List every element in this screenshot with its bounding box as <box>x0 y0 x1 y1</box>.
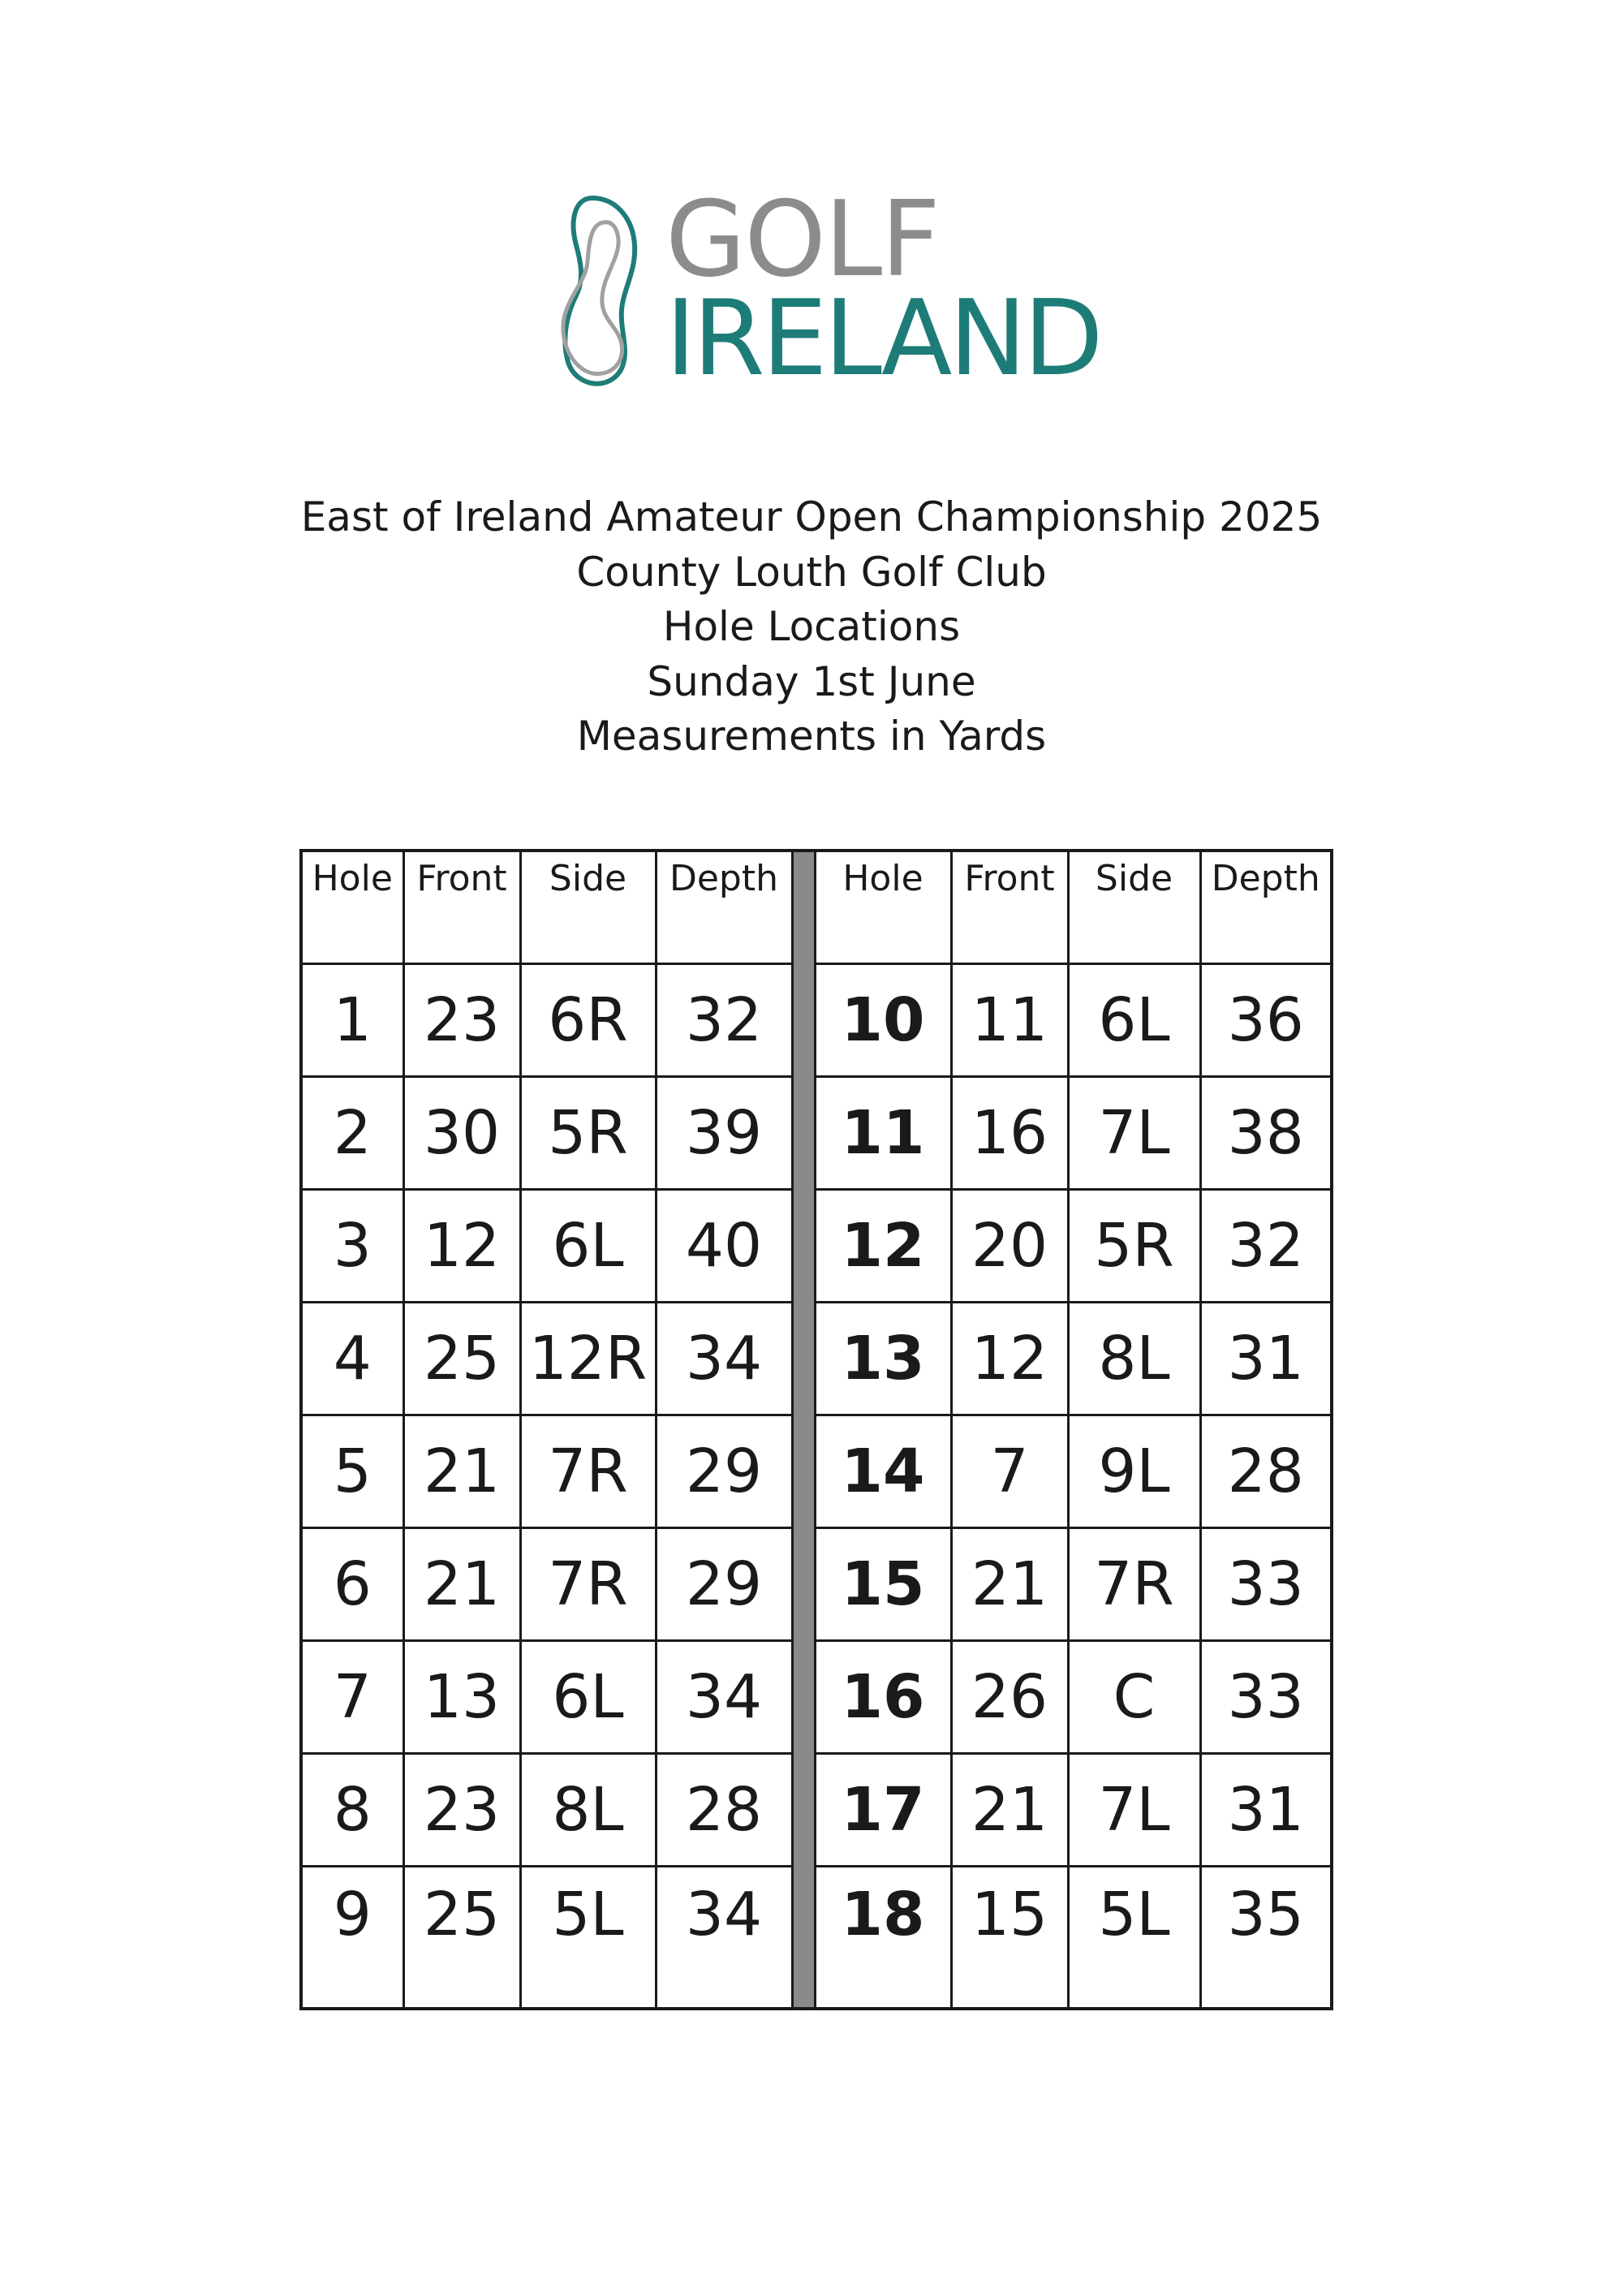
cell-side-right: 8L <box>1068 1303 1200 1415</box>
cell-depth-left: 39 <box>656 1077 792 1190</box>
cell-depth-right: 28 <box>1200 1415 1332 1528</box>
cell-hole-left: 5 <box>301 1415 403 1528</box>
cell-hole-right: 13 <box>815 1303 951 1415</box>
cell-depth-right: 32 <box>1200 1190 1332 1303</box>
page-title: Hole Locations <box>662 603 961 650</box>
cell-depth-right: 35 <box>1200 1867 1332 2010</box>
cell-depth-right: 36 <box>1200 964 1332 1077</box>
cell-front-left: 25 <box>403 1867 520 2010</box>
cell-side-left: 6R <box>520 964 656 1077</box>
logo-ireland-text: IRELAND <box>665 278 1100 399</box>
cell-hole-right: 10 <box>815 964 951 1077</box>
cell-hole-right: 18 <box>815 1867 951 2010</box>
cell-front-left: 13 <box>403 1641 520 1754</box>
logo-mark-icon <box>544 188 657 399</box>
table-row <box>301 1754 1332 1867</box>
cell-hole-left: 2 <box>301 1077 403 1190</box>
cell-side-left: 6L <box>520 1190 656 1303</box>
cell-hole-left: 9 <box>301 1867 403 2010</box>
cell-side-left: 8L <box>520 1754 656 1867</box>
cell-front-left: 21 <box>403 1528 520 1641</box>
table-row <box>301 1415 1332 1528</box>
cell-front-right: 11 <box>951 964 1068 1077</box>
cell-hole-right: 17 <box>815 1754 951 1867</box>
cell-front-right: 12 <box>951 1303 1068 1415</box>
cell-depth-left: 29 <box>656 1415 792 1528</box>
column-divider <box>792 851 815 2009</box>
cell-side-left: 6L <box>520 1641 656 1754</box>
cell-side-left: 12R <box>520 1303 656 1415</box>
cell-side-left: 7R <box>520 1415 656 1528</box>
document-heading <box>0 490 1623 765</box>
cell-hole-right: 12 <box>815 1190 951 1303</box>
cell-depth-left: 34 <box>656 1641 792 1754</box>
event-date: Sunday 1st June <box>647 657 976 705</box>
golf-ireland-logo <box>544 179 1100 399</box>
cell-hole-right: 11 <box>815 1077 951 1190</box>
cell-depth-right: 33 <box>1200 1528 1332 1641</box>
table-row <box>301 964 1332 1077</box>
cell-depth-left: 28 <box>656 1754 792 1867</box>
table-row <box>301 1303 1332 1415</box>
header-depth-left: Depth <box>656 851 792 964</box>
cell-front-right: 21 <box>951 1754 1068 1867</box>
header-hole-left: Hole <box>301 851 403 964</box>
cell-depth-right: 33 <box>1200 1641 1332 1754</box>
logo-golf-text: GOLF <box>665 179 939 300</box>
cell-front-right: 21 <box>951 1528 1068 1641</box>
cell-hole-right: 16 <box>815 1641 951 1754</box>
header-front-left: Front <box>403 851 520 964</box>
cell-side-right: 7R <box>1068 1528 1200 1641</box>
cell-side-left: 5R <box>520 1077 656 1190</box>
header-hole-right: Hole <box>815 851 951 964</box>
cell-depth-left: 34 <box>656 1303 792 1415</box>
header-depth-right: Depth <box>1200 851 1332 964</box>
cell-side-left: 5L <box>520 1867 656 2010</box>
header-side-right: Side <box>1068 851 1200 964</box>
cell-hole-left: 4 <box>301 1303 403 1415</box>
cell-hole-left: 1 <box>301 964 403 1077</box>
cell-hole-left: 6 <box>301 1528 403 1641</box>
cell-depth-right: 38 <box>1200 1077 1332 1190</box>
cell-hole-left: 7 <box>301 1641 403 1754</box>
cell-front-left: 30 <box>403 1077 520 1190</box>
cell-front-left: 21 <box>403 1415 520 1528</box>
cell-front-right: 7 <box>951 1415 1068 1528</box>
cell-depth-left: 29 <box>656 1528 792 1641</box>
cell-side-right: 5L <box>1068 1867 1200 2010</box>
cell-hole-right: 15 <box>815 1528 951 1641</box>
cell-side-right: 5R <box>1068 1190 1200 1303</box>
cell-depth-right: 31 <box>1200 1303 1332 1415</box>
cell-side-right: 9L <box>1068 1415 1200 1528</box>
cell-depth-right: 31 <box>1200 1754 1332 1867</box>
cell-depth-left: 32 <box>656 964 792 1077</box>
cell-front-right: 16 <box>951 1077 1068 1190</box>
cell-front-right: 20 <box>951 1190 1068 1303</box>
cell-hole-right: 14 <box>815 1415 951 1528</box>
cell-side-left: 7R <box>520 1528 656 1641</box>
cell-front-right: 26 <box>951 1641 1068 1754</box>
cell-hole-left: 3 <box>301 1190 403 1303</box>
cell-side-right: 6L <box>1068 964 1200 1077</box>
table-row <box>301 1077 1332 1190</box>
table-row <box>301 1190 1332 1303</box>
cell-side-right: C <box>1068 1641 1200 1754</box>
hole-locations-table-wrap <box>299 849 1333 2010</box>
table-row <box>301 1867 1332 2010</box>
cell-side-right: 7L <box>1068 1077 1200 1190</box>
cell-depth-left: 34 <box>656 1867 792 2010</box>
cell-front-left: 12 <box>403 1190 520 1303</box>
cell-front-left: 23 <box>403 964 520 1077</box>
table-row <box>301 1641 1332 1754</box>
hole-locations-table <box>299 849 1333 2010</box>
header-side-left: Side <box>520 851 656 964</box>
cell-front-right: 15 <box>951 1867 1068 2010</box>
cell-side-right: 7L <box>1068 1754 1200 1867</box>
header-front-right: Front <box>951 851 1068 964</box>
venue-name: County Louth Golf Club <box>576 548 1047 596</box>
cell-front-left: 23 <box>403 1754 520 1867</box>
cell-depth-left: 40 <box>656 1190 792 1303</box>
cell-hole-left: 8 <box>301 1754 403 1867</box>
cell-front-left: 25 <box>403 1303 520 1415</box>
event-title: East of Ireland Amateur Open Championship 2025 <box>300 493 1323 541</box>
table-header-row <box>301 851 1332 964</box>
units-note: Measurements in Yards <box>576 713 1047 760</box>
table-row <box>301 1528 1332 1641</box>
